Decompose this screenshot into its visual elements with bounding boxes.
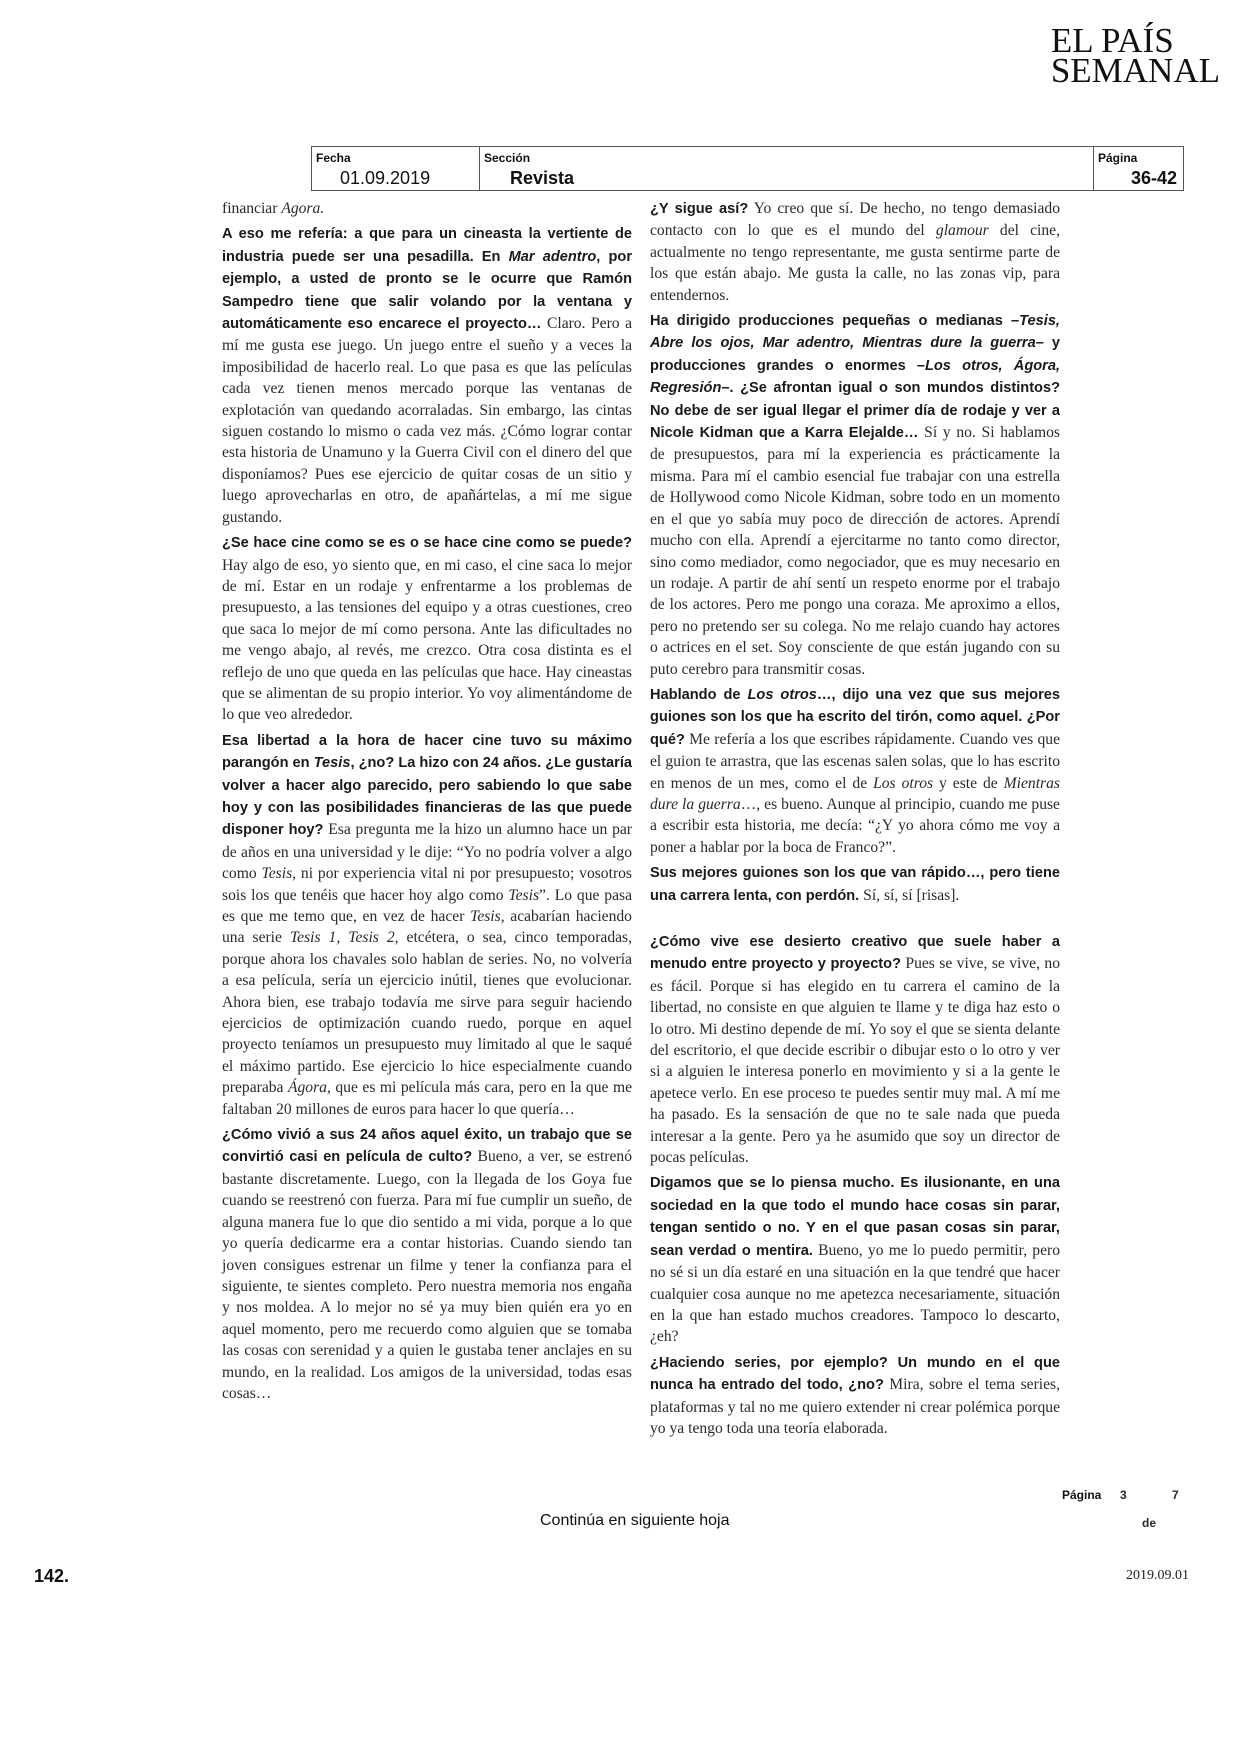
interview-paragraph (222, 223, 632, 528)
interview-paragraph (650, 684, 1060, 858)
fecha-label: Fecha (316, 151, 351, 165)
answer-text: Sí, sí, sí [risas]. (859, 886, 960, 904)
question-text: Ha dirigido producciones pequeñas o medianas – (650, 313, 1020, 330)
answer-text: Esa pregunta me la hizo un alumno hace un par de años en una universidad y le dije: “Yo no podría volver a algo como (222, 821, 632, 883)
question-text: – y producciones grandes o enormes – (650, 335, 1061, 374)
question-text: Los otros, Ágora, Regresión (650, 357, 1060, 397)
answer-text: del cine, actualmente no tengo representante, me gusta sentirme parte de los que están abajo. Me gusta la calle, no las zonas vip, para entendernos. (650, 222, 1060, 304)
question-text: ¿Haciendo series, por ejemplo? Un mundo en el que nunca ha entrado del todo, ¿no? (650, 1354, 1060, 1394)
answer-text: Mientras dure la guerra (650, 774, 1060, 813)
interview-paragraph (222, 532, 632, 726)
interview-paragraph (222, 1124, 632, 1404)
footer-date: 2019.09.01 (1126, 1568, 1189, 1583)
question-text: ¿Y sigue así? (650, 201, 749, 217)
interview-paragraph (222, 730, 632, 1120)
question-text: Los otros (747, 686, 817, 703)
interview-paragraph (650, 862, 1060, 907)
question-text: Hablando de (650, 686, 748, 703)
question-text: ¿Se hace cine como se es o se hace cine como se puede? (222, 535, 632, 552)
answer-text: Los otros (873, 774, 934, 792)
interview-paragraph (650, 310, 1060, 680)
answer-text: Me refería a los que escribes rápidamente. Cuando ves que el guion te arrastra, que las escenas salen solas, que lo has escrito en menos de un mes, como el de (650, 730, 1060, 792)
answer-text: Yo creo que sí. De hecho, no tengo demasiado contacto con lo que es el mundo del (650, 200, 1061, 240)
fecha-cell (312, 147, 480, 190)
question-text: A eso me refería: a que para un cineasta la vertiente de industria puede ser una pesadilla. En (222, 226, 632, 265)
masthead-line-1: EL PAÍS (1050, 21, 1174, 60)
question-text: …, dijo una vez que sus mejores guiones son los que ha escrito del tirón, como aquel. ¿Por qué? (650, 686, 1060, 748)
answer-text: Ágora (287, 1079, 327, 1097)
question-text: , por ejemplo, a usted de pronto se le ocurre que Ramón Sampedro tiene que salir volando por la ventana y automáticamente eso encarece el proyecto… (222, 248, 632, 333)
question-text: Esa libertad a la hora de hacer cine tuvo su máximo parangón en (222, 732, 632, 772)
answer-text: Bueno, a ver, se estrenó bastante discretamente. Luego, con la llegada de los Goya fue cuando se reestrenó con fuerza. Para mí fue cumplir un sueño, de alguna manera fue lo que dio sentido a mi vida, porque a lo que yo quería dedicarme era a contar historias. Cuando siendo tan joven consigues estrenar un filme y tener la confianza para el siguiente, te sientes completo. Pero nuestra memoria nos engaña y nos moldea. A lo mejor no sé ya muy bien quién era yo en aquel momento, pero me recuerdo como alguien que se tomaba las cosas con serenidad y a quien le gustaba tener anclajes en su mundo, en la realidad. Los amigos de la universidad, todas esas cosas… (222, 1148, 632, 1402)
question-text: Tesis (313, 755, 351, 772)
masthead-line-2: SEMANAL (1050, 51, 1220, 90)
pagina-value: 36-42 (1130, 168, 1177, 188)
question-text: ¿Cómo vive ese desierto creativo que suele haber a menudo entre proyecto y proyecto? (650, 934, 1060, 973)
continued-notice: Continúa en siguiente hoja (540, 1512, 730, 1529)
question-text: Mar adentro (508, 248, 597, 265)
interview-paragraph (650, 1172, 1060, 1347)
seccion-cell (480, 147, 1094, 190)
answer-text: , ni por experiencia vital ni por presupuesto; vosotros sois los que tenéis que hacer hoy algo como (222, 865, 632, 904)
page-count-de: de (1142, 1516, 1157, 1530)
answer-text: y este de (933, 774, 1004, 792)
answer-text: glamour (935, 222, 989, 240)
answer-text: Tesis 1, Tesis 2 (289, 929, 395, 947)
answer-text: …, es bueno. Aunque al principio, cuando me puse a escribir esta historia, me decía: “¿Y yo ahora cómo me voy a poner a hablar por la boca de Franco?”. (650, 795, 1060, 856)
seccion-label: Sección (484, 151, 531, 165)
answer-text: Tesis (508, 886, 540, 904)
answer-text: Tesis (470, 908, 501, 925)
article-column-left (222, 198, 632, 1408)
answer-text: Bueno, yo me lo puedo permitir, pero no sé si un día estaré en una situación en la que tendré que hacer cualquier cosa aunque no me apetezca necesariamente, situación en la que han estado muchos creadores. Tampoco lo descarto, ¿eh? (650, 1241, 1060, 1346)
answer-text: Claro. Pero a mí me gusta ese juego. Un juego entre el sueño y a veces la imposibilidad de hacerlo real. Lo que pasa es que las películas cada vez tienen menos mercado porque las ventanas de explotación van quedando acorraladas. Sin embargo, las cintas siguen costando lo mismo o cada vez más. ¿Cómo lograr contar esta historia de Unamuno y la Guerra Civil con el dinero del que disponíamos? Pues ese ejercicio de quitar cosas de un sitio y luego aprovecharlas en otro, de apañártelas, a mí me sigue gustando. (222, 315, 632, 526)
answer-text: , que es mi película más cara, pero en la que me faltaban 20 millones de euros para hacer lo que quería… (222, 1079, 632, 1118)
masthead-logo (1050, 21, 1220, 90)
answer-text: Tesis (261, 865, 293, 883)
article-column-right (650, 198, 1060, 1443)
answer-text: , etcétera, o sea, cinco temporadas, porque ahora los chavales solo hablan de series. No, no volvería a esa película, sería un ejercicio inútil, tienes que evolucionar. Ahora bien, ese trabajo todavía me sirve para seguir haciendo ejercicios de optimización cuando ruedo, porque en aquel proyecto teníamos un presupuesto muy limitado al que le saqué el máximo partido. Ese ejercicio lo hice especialmente cuando preparaba (222, 929, 633, 1097)
interview-paragraph (650, 1352, 1060, 1440)
question-text: Digamos que se lo piensa mucho. Es ilusionante, en una sociedad en la que todo el mundo hace cosas sin parar, tengan sentido o no. Y en el que pasan cosas sin parar, sean verdad o mentira. (650, 1175, 1060, 1259)
answer-text: ”. Lo que pasa es que me temo que, en vez de hacer (222, 886, 633, 925)
question-text: Tesis, Abre los ojos, Mar adentro, Mientras dure la guerra (650, 313, 1060, 352)
answer-text: Mira, sobre el tema series, plataformas y tal no me quiero extender ni crear polémica porque yo ya tengo toda una teoría elaborada. (650, 1376, 1060, 1437)
pagina-cell (1094, 147, 1183, 190)
interview-paragraph (650, 931, 1060, 1168)
answer-text: financiar (222, 200, 282, 217)
seccion-value: Revista (510, 168, 575, 188)
question-text: –. ¿Se afrontan igual o son mundos distintos? No debe de ser igual llegar el primer día de rodaje y ver a Nicole Kidman que a Karra Elejalde… (650, 380, 1060, 442)
answer-text: Sí y no. Si hablamos de presupuestos, para mí la experiencia es prácticamente la misma. Para mí el cambio esencial fue trabajar con una estrella de Hollywood como Nicole Kidman, sobre todo en un momento en el que yo sabía muy poco de dirección de actores. Aprendí mucho con ella. Aprendí a ejercitarme no tanto como director, sino como mediador, como negociador, que es muy necesario en un rodaje. A partir de ahí sentí un respeto enorme por el trabajo de los actores. Pero me pongo una coraza. Me aproximo a ellos, pero no pretendo ser su colega. No me relajo cuando hay actores o actrices en el set. Soy consciente de que están jugando con su puto cerebro para transmitir cosas. (650, 424, 1060, 678)
page-count-label: Página (1062, 1488, 1102, 1502)
page-count-number: 3 (1120, 1488, 1127, 1502)
interview-paragraph (222, 198, 632, 219)
interview-paragraph (650, 198, 1060, 306)
answer-text: Hay algo de eso, yo siento que, en mi caso, el cine saca lo mejor de mí. Estar en un rodaje y enfrentarme a los problemas de presupuesto, a las tensiones del equipo y a otras cuestiones, creo que saca lo mejor de mí como persona. Ante las dificultades no me vengo abajo, al revés, me crezco. Otra cosa distinta es el reflejo de uno que queda en las películas que hace. Hay cineastas que se alimentan de su propio interior. Yo voy alimentándome de lo que veo alrededor. (222, 556, 632, 724)
page-count-total: 7 (1172, 1488, 1179, 1502)
question-text: , ¿no? La hizo con 24 años. ¿Le gustaría volver a hacer algo parecido, pero sabiendo lo que sabe hoy y con las posibilidades financieras de las que puede disponer hoy? (222, 755, 632, 839)
answer-text: Agora. (281, 200, 325, 217)
question-text: ¿Cómo vivió a sus 24 años aquel éxito, un trabajo que se convirtió casi en película de culto? (222, 1127, 632, 1166)
page-folio: 142. (34, 1566, 70, 1586)
answer-text: , acabarían haciendo una serie (222, 908, 632, 947)
pagina-label: Página (1098, 151, 1138, 165)
question-text: Sus mejores guiones son los que van rápido…, pero tiene una carrera lenta, con perdón. (650, 865, 1060, 904)
fecha-value: 01.09.2019 (340, 168, 431, 188)
answer-text: Pues se vive, se vive, no es fácil. Porque si has elegido en tu carrera el camino de la libertad, no consiste en que alguien te llame y te diga haz esto o lo otro. Mi destino depende de mí. Yo soy el que se sienta delante del escritorio, el que decide escribir o dibujar esto o lo otro y ver si a alguien le interesa ponerlo en movimiento y si a la gente le apetece verlo. En ese proceso te puedes sentir muy mal. A mí me ha pasado. Es la sensación de que no te sale nada que pueda interesar a la gente. Pero ya he asumido que soy un director de pocas películas. (650, 955, 1060, 1167)
clipping-header-table (311, 146, 1184, 191)
